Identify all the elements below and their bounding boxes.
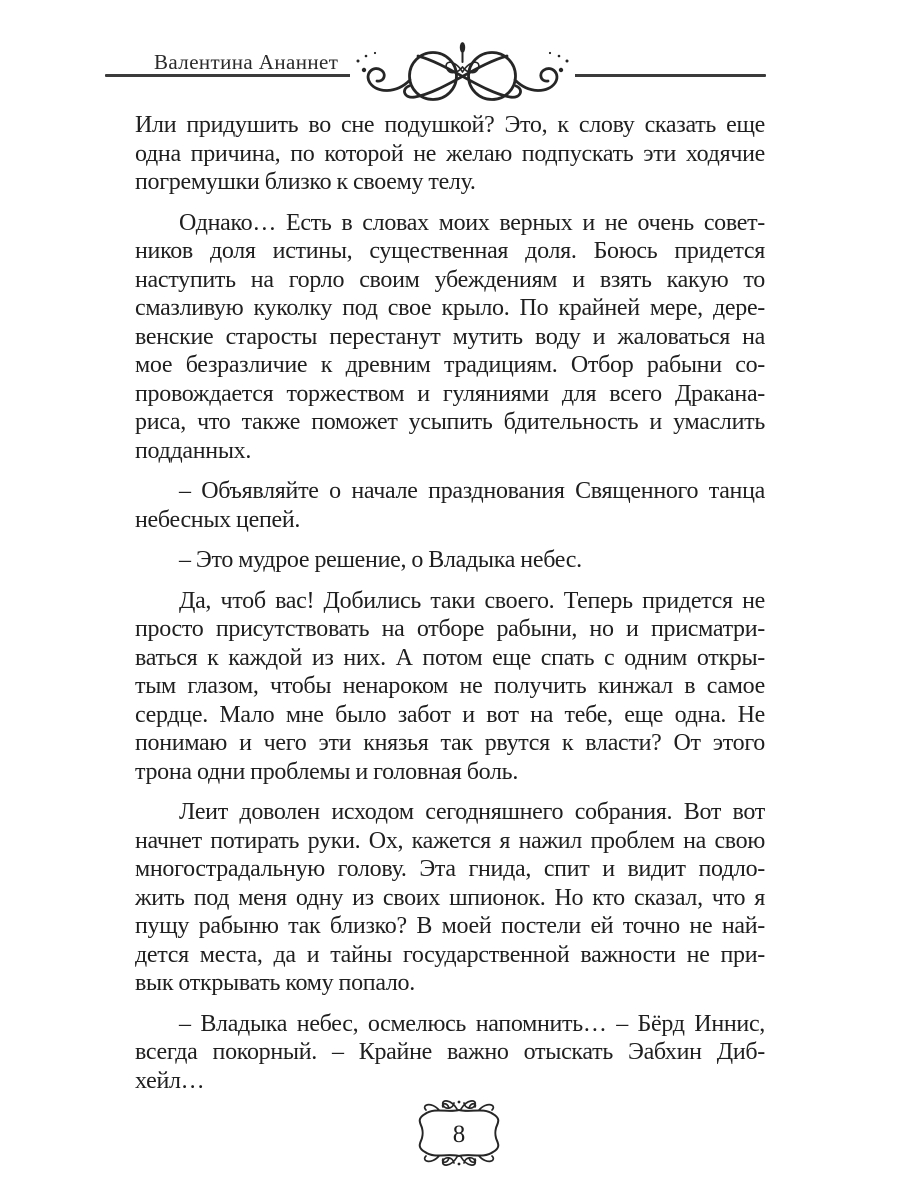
paragraph — [135, 798, 765, 998]
page-number: 8 — [452, 1121, 466, 1148]
text-line: – Объявляйте о начале празднования Священного танца — [179, 478, 765, 504]
text-line: смазливую куколку под свое крыло. По крайней мере, дере- — [135, 295, 765, 321]
text-line: венские старосты перестанут мутить воду и жаловаться на — [135, 323, 765, 350]
text-line: Или придушить во сне подушкой? Это, к слову сказать еще — [135, 112, 765, 138]
text-line: пущу рабыню так близко? В моей постели ей точно не най- — [135, 913, 765, 939]
text-line: хейл… — [135, 1067, 205, 1094]
text-line: Леит доволен исходом сегодняшнего собрания. Вот вот — [179, 799, 765, 825]
text-line: трона одни проблемы и головная боль. — [135, 758, 519, 785]
text-line: сердце. Мало мне было забот и вот на тебе, еще одна. Не — [135, 701, 765, 728]
text-line: мое безразличие к древним традициям. Отбор рабыни со- — [135, 352, 765, 378]
paragraph — [135, 209, 765, 466]
text-line: Однако… Есть в словах моих верных и не очень совет- — [179, 209, 765, 236]
text-line: ваться к каждой из них. А потом еще спать с одним откры- — [135, 644, 765, 671]
text-line: тым глазом, чтобы ненароком не получить кинжал в самое — [135, 673, 765, 699]
text-line: вык открывать кому попало. — [135, 970, 415, 996]
paragraph — [135, 587, 765, 787]
text-line: многострадальную голову. Эта гнида, спит и видит подло- — [135, 856, 765, 882]
text-line: начнет потирать руки. Ох, кажется я нажил проблем на свою — [135, 827, 765, 854]
text-line: просто присутствовать на отборе рабыни, но и присматри- — [135, 616, 765, 642]
paragraph — [135, 1010, 765, 1096]
text-line: подданных. — [135, 437, 252, 464]
text-line: – Это мудрое решение, о Владыка небес. — [179, 547, 582, 573]
text-line: небесных цепей. — [135, 506, 301, 533]
text-line: ников доля истины, существенная доля. Боюсь придется — [135, 238, 765, 264]
paragraph — [135, 477, 765, 534]
text-line: – Владыка небес, осмелюсь напомнить… – Бёрд Иннис, — [179, 1010, 765, 1037]
text-line: риса, что также поможет усыпить бдительность и умаслить — [135, 409, 765, 435]
body-text — [135, 111, 765, 1095]
text-line: погремушки близко к своему телу. — [135, 169, 476, 195]
text-line: провождается торжеством и гуляниями для всего Дракана- — [135, 380, 765, 407]
text-line: понимаю и чего эти князья так рвутся к власти? От этого — [135, 730, 765, 756]
paragraph — [135, 546, 765, 575]
text-line: всегда покорный. – Крайне важно отыскать Эабхин Диб- — [135, 1039, 765, 1065]
paragraph — [135, 111, 765, 197]
text-line: одна причина, по которой не желаю подпускать эти ходячие — [135, 140, 765, 167]
text-line: жить под меня одну из своих шпионок. Но кто сказал, что я — [135, 884, 765, 911]
running-head-author: Валентина Ананнет — [154, 50, 339, 74]
text-line: наступить на горло своим убеждениям и взять какую то — [135, 266, 765, 293]
flourish-divider-icon — [344, 40, 581, 102]
text-line: Да, чтоб вас! Добились таки своего. Теперь придется не — [179, 587, 765, 614]
text-line: дется места, да и тайны государственной важности не при- — [135, 941, 765, 968]
